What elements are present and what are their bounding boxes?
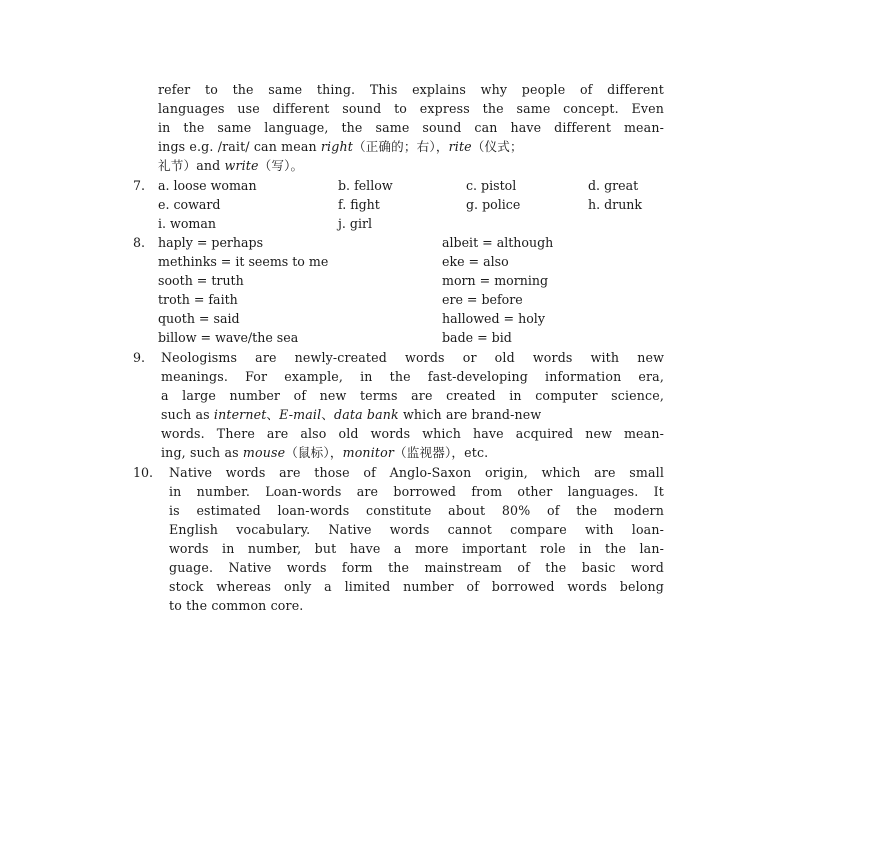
- intro-line-5: [158, 156, 303, 175]
- q7-item-e: e. coward: [158, 197, 221, 212]
- intro-word-rite: rite: [448, 139, 472, 154]
- q9-number: 9.: [133, 350, 146, 365]
- q10-line-3: is estimated loan-words constitute about 80% of the modern: [169, 503, 664, 518]
- q9-sep-2: 、: [321, 407, 335, 422]
- q7-item-j: j. girl: [338, 216, 373, 231]
- intro-line-4-text: ings e.g. /rait/ can mean: [158, 139, 321, 154]
- intro-line-2: languages use different sound to express the same concept. Even: [158, 101, 664, 116]
- q9-line-1: Neologisms are newly-created words or old words with new: [161, 350, 664, 365]
- q9-line-5: words. There are also old words which have acquired new mean-: [161, 426, 664, 441]
- q10-number: 10.: [133, 465, 154, 480]
- q8-right-6: bade = bid: [442, 330, 512, 345]
- q7-item-a: a. loose woman: [158, 178, 257, 193]
- q7-number: 7.: [133, 178, 146, 193]
- q8-right-4: ere = before: [442, 292, 523, 307]
- q9-line-4: [161, 405, 541, 424]
- q7-item-c: c. pistol: [466, 178, 517, 193]
- q9-line-6-a: ing, such as: [161, 445, 243, 460]
- q7-item-b: b. fellow: [338, 178, 393, 193]
- q7-item-g: g. police: [466, 197, 521, 212]
- q9-cn-2: （监视器），etc.: [394, 445, 489, 460]
- q9-word-internet: internet: [213, 407, 267, 422]
- q9-word-monitor: monitor: [342, 445, 394, 460]
- q9-word-mouse: mouse: [242, 445, 286, 460]
- intro-word-right: right: [320, 139, 353, 154]
- intro-cn-1: （正确的；右），: [352, 139, 449, 154]
- intro-cn-3: （写）。: [258, 158, 304, 173]
- q8-right-5: hallowed = holy: [442, 311, 545, 326]
- q7-item-f: f. fight: [338, 197, 380, 212]
- q8-number: 8.: [133, 235, 146, 250]
- q8-left-3: sooth = truth: [158, 273, 244, 288]
- q8-left-4: troth = faith: [158, 292, 238, 307]
- q9-line-6: [161, 443, 488, 462]
- intro-line-1: refer to the same thing. This explains why people of different: [158, 82, 664, 97]
- q8-left-6: billow = wave/the sea: [158, 330, 299, 345]
- q7-item-d: d. great: [588, 178, 639, 193]
- q8-right-2: eke = also: [442, 254, 509, 269]
- intro-line-5-text: 礼节）and: [158, 158, 225, 173]
- q8-right-3: morn = morning: [442, 273, 549, 288]
- q8-right-1: albeit = although: [442, 235, 554, 250]
- intro-line-4: [158, 137, 523, 156]
- intro-word-write: write: [224, 158, 259, 173]
- q10-line-6: guage. Native words form the mainstream of the basic word: [169, 560, 664, 575]
- q9-line-2: meanings. For example, in the fast-developing information era,: [161, 369, 664, 384]
- q9-line-3: a large number of new terms are created in computer science,: [161, 388, 664, 403]
- q8-left-5: quoth = said: [158, 311, 240, 326]
- q9-line-4-b: which are brand-new: [398, 407, 542, 422]
- q9-word-email: E-mail: [279, 407, 322, 422]
- intro-cn-2: （仪式；: [471, 139, 523, 154]
- q10-line-8: to the common core.: [169, 598, 304, 613]
- q9-word-databank: data bank: [334, 407, 399, 422]
- q8-left-2: methinks = it seems to me: [158, 254, 329, 269]
- q7-item-i: i. woman: [158, 216, 216, 231]
- q10-line-5: words in number, but have a more important role in the lan-: [169, 541, 664, 556]
- q9-cn-1: （鼠标），: [285, 445, 343, 460]
- q7-item-h: h. drunk: [588, 197, 643, 212]
- q8-left-1: haply = perhaps: [158, 235, 264, 250]
- q10-line-1: Native words are those of Anglo-Saxon origin, which are small: [169, 465, 664, 480]
- q10-line-7: stock whereas only a limited number of borrowed words belong: [169, 579, 664, 594]
- intro-line-3: in the same language, the same sound can have different mean-: [158, 120, 664, 135]
- q9-line-4-a: such as: [161, 407, 214, 422]
- q10-line-4: English vocabulary. Native words cannot compare with loan-: [169, 522, 664, 537]
- q9-sep-1: 、: [266, 407, 280, 422]
- q10-line-2: in number. Loan-words are borrowed from other languages. It: [169, 484, 664, 499]
